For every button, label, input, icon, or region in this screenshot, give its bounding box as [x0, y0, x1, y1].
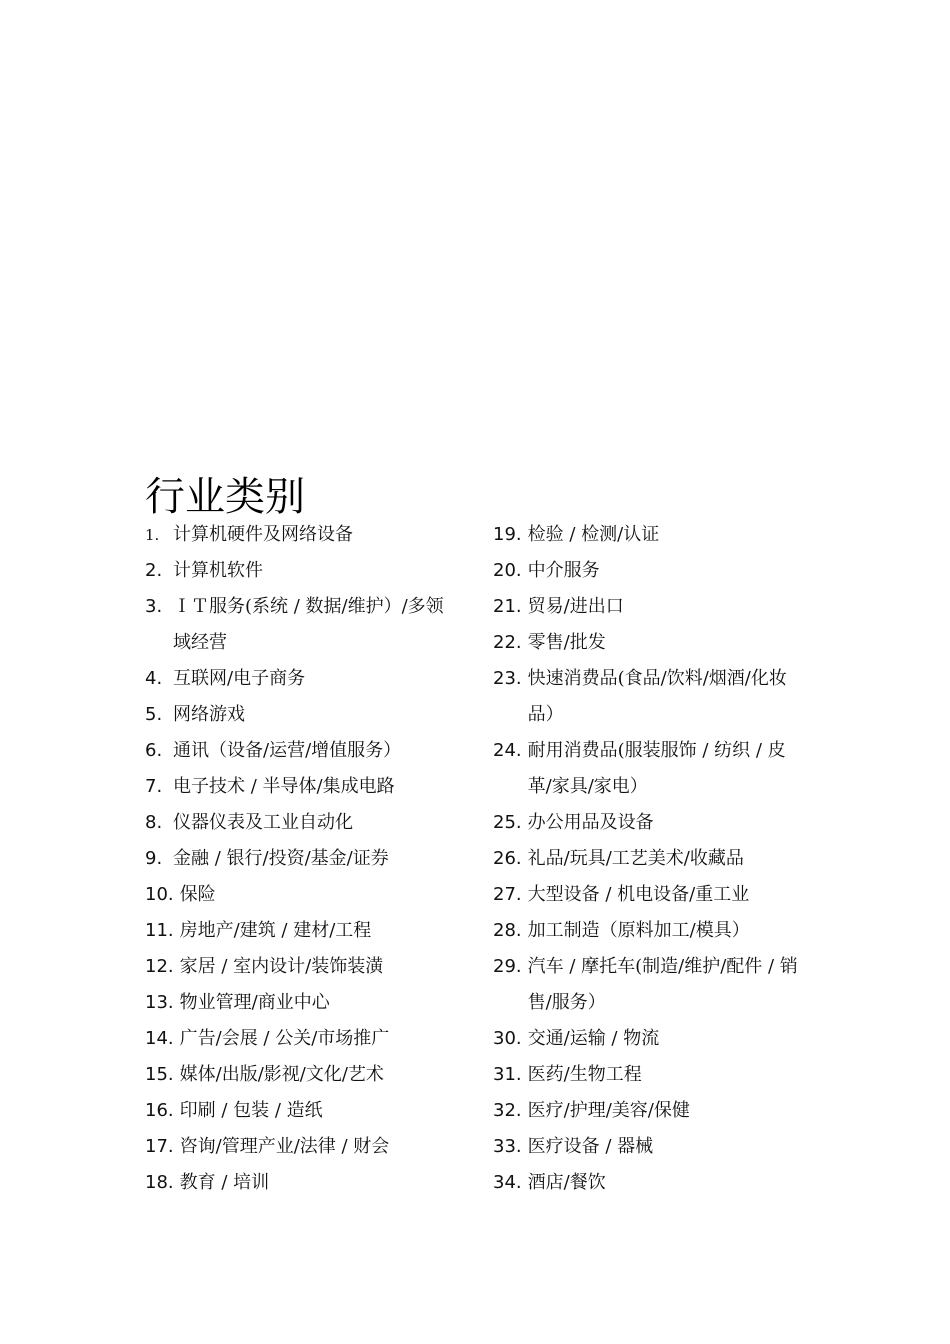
item-text: 医疗/护理/美容/保健: [527, 1100, 690, 1121]
industry-list-left: [145, 517, 465, 1201]
item-number: 15.: [145, 1064, 174, 1085]
list-item: [145, 1165, 465, 1201]
list-item: [145, 1057, 465, 1093]
page-title: 行业类别: [145, 474, 305, 520]
item-text: 检验 / 检测/认证: [527, 524, 660, 545]
item-number: 33.: [493, 1136, 522, 1157]
item-text: 保险: [179, 884, 216, 905]
item-number: 7.: [145, 776, 163, 797]
item-text: 网络游戏: [173, 704, 245, 725]
item-text: 教育 / 培训: [179, 1172, 270, 1193]
list-item: [493, 913, 813, 949]
item-number: 3.: [145, 596, 163, 617]
item-number: 17.: [145, 1136, 174, 1157]
list-item: [493, 841, 813, 877]
list-item: [145, 1021, 465, 1057]
item-text: ＩＴ服务(系统 / 数据/维护）/多领域经营: [173, 596, 444, 653]
list-item: [145, 733, 465, 769]
list-item: [493, 949, 813, 1021]
item-number: 6.: [145, 740, 163, 761]
list-item: [493, 1129, 813, 1165]
item-text: 房地产/建筑 / 建材/工程: [179, 920, 372, 941]
item-text: 计算机软件: [173, 560, 263, 581]
list-item: [493, 661, 813, 733]
item-number: 16.: [145, 1100, 174, 1121]
item-number: 22.: [493, 632, 522, 653]
item-number: 18.: [145, 1172, 174, 1193]
item-number: 8.: [145, 812, 163, 833]
item-text: 印刷 / 包装 / 造纸: [179, 1100, 323, 1121]
item-text: 贸易/进出口: [527, 596, 624, 617]
item-text: 电子技术 / 半导体/集成电路: [173, 776, 395, 797]
list-item: [145, 697, 465, 733]
list-item: [493, 589, 813, 625]
item-text: 零售/批发: [527, 632, 606, 653]
item-number: 21.: [493, 596, 522, 617]
list-item: [145, 517, 465, 553]
item-number: 14.: [145, 1028, 174, 1049]
list-item: [145, 805, 465, 841]
item-text: 加工制造（原料加工/模具）: [527, 920, 750, 941]
item-number: 10.: [145, 884, 174, 905]
item-number: 30.: [493, 1028, 522, 1049]
item-number: 20.: [493, 560, 522, 581]
list-item: [493, 517, 813, 553]
item-text: 医药/生物工程: [527, 1064, 642, 1085]
list-item: [145, 985, 465, 1021]
item-text: 大型设备 / 机电设备/重工业: [527, 884, 750, 905]
item-text: 互联网/电子商务: [173, 668, 306, 689]
item-text: 交通/运输 / 物流: [527, 1028, 660, 1049]
list-item: [493, 1021, 813, 1057]
item-number: 24.: [493, 740, 522, 761]
item-text: 计算机硬件及网络设备: [173, 524, 353, 545]
item-text: 物业管理/商业中心: [179, 992, 330, 1013]
item-number: 11.: [145, 920, 174, 941]
item-number: 12.: [145, 956, 174, 977]
list-item: [145, 589, 465, 661]
list-item: [145, 913, 465, 949]
list-item: [493, 553, 813, 589]
list-item: [145, 553, 465, 589]
list-item: [493, 625, 813, 661]
item-text: 办公用品及设备: [527, 812, 654, 833]
item-text: 媒体/出版/影视/文化/艺术: [179, 1064, 384, 1085]
item-number: 27.: [493, 884, 522, 905]
list-item: [493, 1057, 813, 1093]
item-text: 通讯（设备/运营/增值服务）: [173, 740, 402, 761]
list-item: [493, 1165, 813, 1201]
item-number: 4.: [145, 668, 163, 689]
list-item: [145, 949, 465, 985]
item-number: 34.: [493, 1172, 522, 1193]
item-text: 金融 / 银行/投资/基金/证券: [173, 848, 389, 869]
list-item: [493, 877, 813, 913]
list-item: [145, 769, 465, 805]
list-item: [145, 1093, 465, 1129]
item-number: 13.: [145, 992, 174, 1013]
item-number: 31.: [493, 1064, 522, 1085]
industry-list-right: [493, 517, 813, 1201]
item-text: 家居 / 室内设计/装饰装潢: [179, 956, 384, 977]
list-item: [145, 1129, 465, 1165]
list-item: [493, 1093, 813, 1129]
item-number: 25.: [493, 812, 522, 833]
item-text: 酒店/餐饮: [527, 1172, 606, 1193]
list-item: [493, 805, 813, 841]
item-text: 礼品/玩具/工艺美术/收藏品: [527, 848, 744, 869]
item-text: 耐用消费品(服装服饰 / 纺织 / 皮革/家具/家电）: [527, 740, 786, 797]
item-text: 快速消费品(食品/饮料/烟酒/化妆品）: [527, 668, 787, 725]
item-number: 1.: [145, 526, 160, 544]
item-text: 仪器仪表及工业自动化: [173, 812, 353, 833]
item-text: 汽车 / 摩托车(制造/维护/配件 / 销售/服务）: [527, 956, 798, 1013]
item-text: 医疗设备 / 器械: [527, 1136, 654, 1157]
item-number: 23.: [493, 668, 522, 689]
list-item: [145, 841, 465, 877]
item-number: 9.: [145, 848, 163, 869]
item-number: 19.: [493, 524, 522, 545]
item-number: 28.: [493, 920, 522, 941]
item-number: 29.: [493, 956, 522, 977]
item-number: 2.: [145, 560, 163, 581]
list-item: [145, 661, 465, 697]
item-text: 咨询/管理产业/法律 / 财会: [179, 1136, 390, 1157]
item-number: 5.: [145, 704, 163, 725]
item-text: 广告/会展 / 公关/市场推广: [179, 1028, 390, 1049]
item-number: 26.: [493, 848, 522, 869]
list-item: [493, 733, 813, 805]
item-text: 中介服务: [527, 560, 600, 581]
item-number: 32.: [493, 1100, 522, 1121]
list-item: [145, 877, 465, 913]
